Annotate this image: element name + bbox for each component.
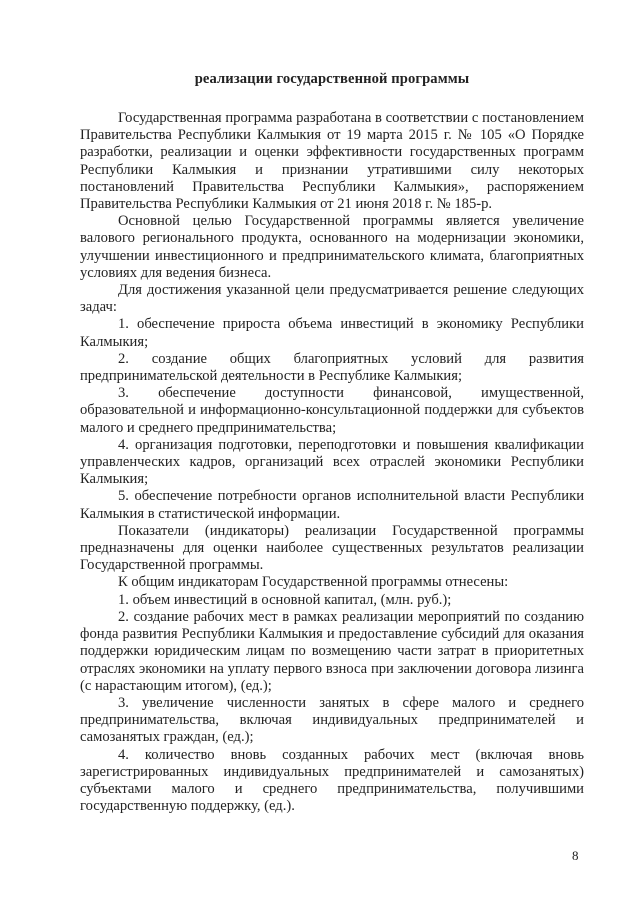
paragraph-indicators: Показатели (индикаторы) реализации Государственной программы предназначены для оценки наиболее существенных результатов реализации Государственной программы. xyxy=(80,522,584,574)
paragraph-indicators-list-intro: К общим индикаторам Государственной программы отнесены: xyxy=(118,574,509,591)
paragraph-tasks-intro: Для достижения указанной цели предусматривается решение следующих задач: xyxy=(80,282,584,316)
page-number: 8 xyxy=(572,848,579,863)
paragraph-legal-basis: Государственная программа разработана в соответствии с постановлением Правительства Республики Калмыкия от 19 марта 2015 г. № 105 «О Порядке разработки, реализации и оценки эффективности государственных программ Республики Калмыкия и признании утратившими силу некоторых постановлений Правительства Республики Калмыкия», распоряжением Правительства Республики Калмыкия от 21 июня 2018 г. № 185-р. xyxy=(80,110,584,213)
paragraph-main-goal: Основной целью Государственной программы является увеличение валового регионального продукта, основанного на модернизации экономики, улучшении инвестиционного и предпринимательского климата, благоприятных условиях для ведения бизнеса. xyxy=(80,213,584,281)
indicator-item-1: 1. объем инвестиций в основной капитал, (млн. руб.); xyxy=(118,591,452,608)
indicator-item-4: 4. количество вновь созданных рабочих мест (включая вновь зарегистрированных индивидуальных предпринимателей и самозанятых) субъектами малого и среднего предпринимательства, получившими государственную поддержку, (ед.). xyxy=(80,746,584,815)
task-item-2: 2. создание общих благоприятных условий для развития предпринимательской деятельности в Республике Калмыкия; xyxy=(80,350,584,385)
indicator-item-2: 2. создание рабочих мест в рамках реализации мероприятий по созданию фонда развития Республики Калмыкия и предоставление субсидий для оказания поддержки юридическим лицам по возмещению части затрат в приоритетных отраслях экономики на уплату первого взноса при заключении договора лизинга (с нарастающим итогом), (ед.); xyxy=(80,608,584,694)
task-item-5: 5. обеспечение потребности органов исполнительной власти Республики Калмыкия в статистической информации. xyxy=(80,488,584,522)
task-item-4: 4. организация подготовки, переподготовки и повышения квалификации управленческих кадров, организаций всех отраслей экономики Республики Калмыкия; xyxy=(80,436,584,488)
section-title: реализации государственной программы xyxy=(194,71,470,87)
task-item-1: 1. обеспечение прироста объема инвестиций в экономику Республики Калмыкия; xyxy=(80,316,584,350)
indicator-item-3: 3. увеличение численности занятых в сфере малого и среднего предпринимательства, включая индивидуальных предпринимателей и самозанятых граждан, (ед.); xyxy=(80,694,584,746)
document-body xyxy=(80,110,584,815)
task-item-3: 3. обеспечение доступности финансовой, имущественной, образовательной и информационно-консультационной поддержки для субъектов малого и среднего предпринимательства; xyxy=(80,385,584,436)
document-page xyxy=(80,70,584,815)
